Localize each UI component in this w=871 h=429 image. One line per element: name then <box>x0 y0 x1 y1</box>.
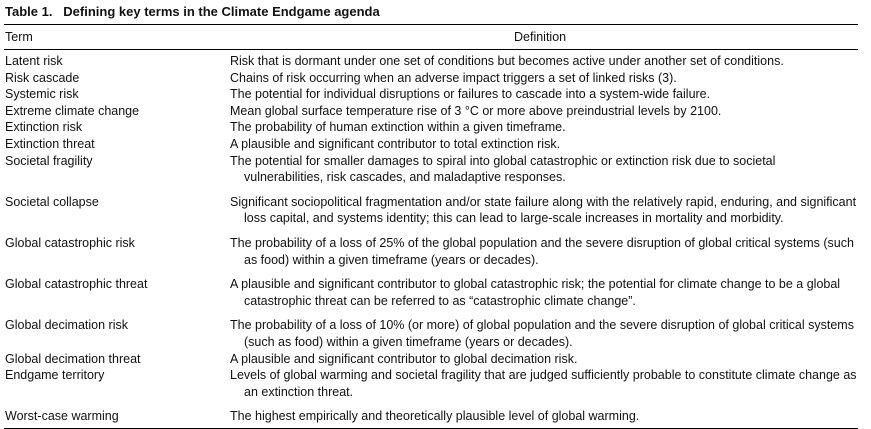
definition-cell: The highest empirically and theoretically plausible level of global warming. <box>230 409 640 424</box>
term-cell: Risk cascade <box>5 70 80 85</box>
table-caption <box>4 0 858 21</box>
definition-cell: Chains of risk occurring when an adverse impact triggers a set of linked risks (3). <box>230 70 677 85</box>
term-cell: Societal fragility <box>5 153 93 168</box>
caption-label: Table 1. <box>5 4 53 19</box>
table-row <box>4 317 858 350</box>
table-row <box>4 235 858 268</box>
definition-cell: The probability of human extinction within a given timeframe. <box>230 120 566 135</box>
term-cell: Global decimation threat <box>5 351 141 366</box>
term-cell: Latent risk <box>5 54 63 68</box>
table-row <box>4 276 858 309</box>
definition-cell: A plausible and significant contributor to total extinction risk. <box>230 136 561 151</box>
caption-title: Defining key terms in the Climate Endgame agenda <box>63 4 380 19</box>
definition-cell: The probability of a loss of 25% of the global population and the severe disruption of global critical systems (such as food) within a given timeframe (years or decades). <box>230 235 854 267</box>
definitions-table <box>4 0 858 429</box>
table-row <box>4 119 858 136</box>
term-cell: Global catastrophic risk <box>5 235 135 250</box>
table-row <box>4 86 858 103</box>
definition-cell: Significant sociopolitical fragmentation and/or state failure along with the relatively rapid, enduring, and significant loss capital, and systems identity; this can lead to large-scale increases in mortality and morbidity. <box>230 194 857 226</box>
term-cell: Societal collapse <box>5 194 99 209</box>
header-term: Term <box>5 30 33 44</box>
table-row <box>4 367 858 400</box>
term-cell: Extinction risk <box>5 120 83 135</box>
term-cell: Global catastrophic threat <box>5 277 148 292</box>
table-row <box>4 136 858 153</box>
definition-cell: The probability of a loss of 10% (or more) of global population and the severe disruption of global critical systems (such as food) within a given timeframe (years or decades). <box>230 318 854 349</box>
table-row <box>4 351 858 368</box>
table-row <box>4 194 858 227</box>
term-cell: Extreme climate change <box>5 103 140 118</box>
table-row <box>4 103 858 120</box>
definition-cell: A plausible and significant contributor to global catastrophic risk; the potential for climate change to be a global catastrophic threat can be referred to as “catastrophic climate change”. <box>230 277 841 308</box>
term-cell: Extinction threat <box>5 136 95 151</box>
definition-cell: Risk that is dormant under one set of conditions but becomes active under another set of conditions. <box>230 54 784 68</box>
definition-cell: A plausible and significant contributor to global decimation risk. <box>230 351 578 366</box>
table-row <box>4 53 858 70</box>
table-row <box>4 70 858 87</box>
definition-cell: Levels of global warming and societal fragility that are judged sufficiently probable to constitute climate change as an extinction threat. <box>230 368 857 399</box>
table-row <box>4 408 858 425</box>
definition-cell: The potential for smaller damages to spiral into global catastrophic or extinction risk due to societal vulnerabilities, risk cascades, and maladaptive responses. <box>230 153 776 185</box>
header-definition: Definition <box>514 30 567 44</box>
table-header <box>4 25 858 49</box>
term-cell: Endgame territory <box>5 368 105 383</box>
table-row <box>4 153 858 186</box>
table-body <box>4 50 858 425</box>
term-cell: Global decimation risk <box>5 318 128 333</box>
term-cell: Worst-case warming <box>5 409 119 424</box>
definition-cell: The potential for individual disruptions or failures to cascade into a system-wide failure. <box>230 87 711 102</box>
term-cell: Systemic risk <box>5 87 79 102</box>
definition-cell: Mean global surface temperature rise of 3 °C or more above preindustrial levels by 2100. <box>230 103 722 118</box>
